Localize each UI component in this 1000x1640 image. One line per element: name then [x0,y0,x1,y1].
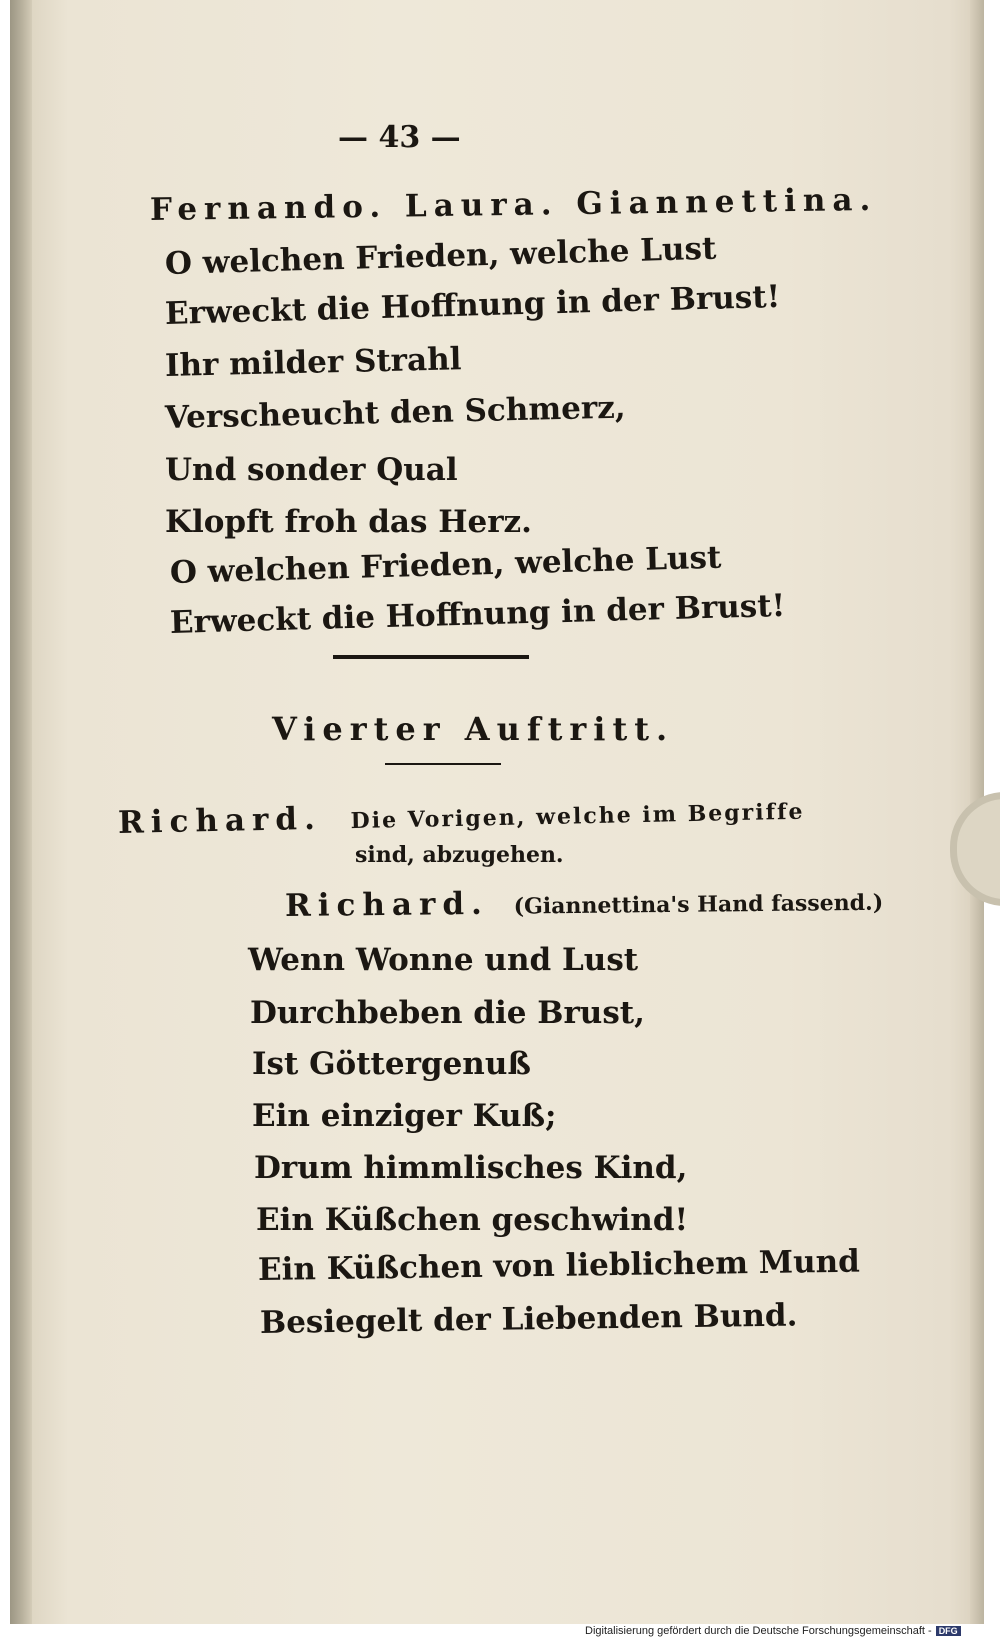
song2-line: Ein Küßchen geschwind! [256,1202,689,1238]
song1-line: Und sonder Qual [165,452,458,488]
speaker-line [285,882,884,924]
song2-line: Ein Küßchen von lieblichem Mund [257,1243,861,1288]
scene-heading: Vierter Auftritt. [272,710,675,748]
song1-line: Ihr milder Strahl [164,341,462,384]
section-divider [333,655,529,659]
speaker-name: Richard. [284,885,490,924]
stage-direction-text: Die Vorigen, welche im Begriffe [350,798,805,835]
song1-line: Klopft froh das Herz. [165,504,532,540]
song1-speakers: Fernando. Laura. Giannettina. [149,181,878,228]
song1-line: Verscheucht den Schmerz, [164,389,626,436]
stage-direction-line1 [118,791,805,841]
song1-line: Erweckt die Hoffnung in der Brust! [164,278,781,332]
scene-heading-underline [385,763,501,765]
dfg-logo: DFG [936,1626,961,1636]
song1-line: O welchen Frieden, welche Lust [169,539,722,591]
page-number: — 43 — [338,120,461,155]
footer-text: Digitalisierung gefördert durch die Deutsche Forschungsgemeinschaft - [585,1625,932,1637]
book-page [10,0,978,1624]
book-spine [10,0,32,1624]
song1-line: O welchen Frieden, welche Lust [164,230,717,282]
song2-line: Drum himmlisches Kind, [254,1150,688,1186]
stage-direction-name: Richard. [117,800,323,841]
speaker-direction: (Giannettina's Hand fassend.) [513,889,884,920]
song2-line: Wenn Wonne und Lust [248,942,639,978]
song2-line: Besiegelt der Liebenden Bund. [259,1297,798,1341]
stage-direction-line2: sind, abzugehen. [355,842,564,868]
song2-line: Ein einziger Kuß; [252,1098,557,1134]
footer-credit [585,1625,961,1637]
song2-line: Ist Göttergenuß [252,1046,531,1082]
song1-line: Erweckt die Hoffnung in der Brust! [169,587,786,641]
song2-line: Durchbeben die Brust, [250,995,645,1031]
